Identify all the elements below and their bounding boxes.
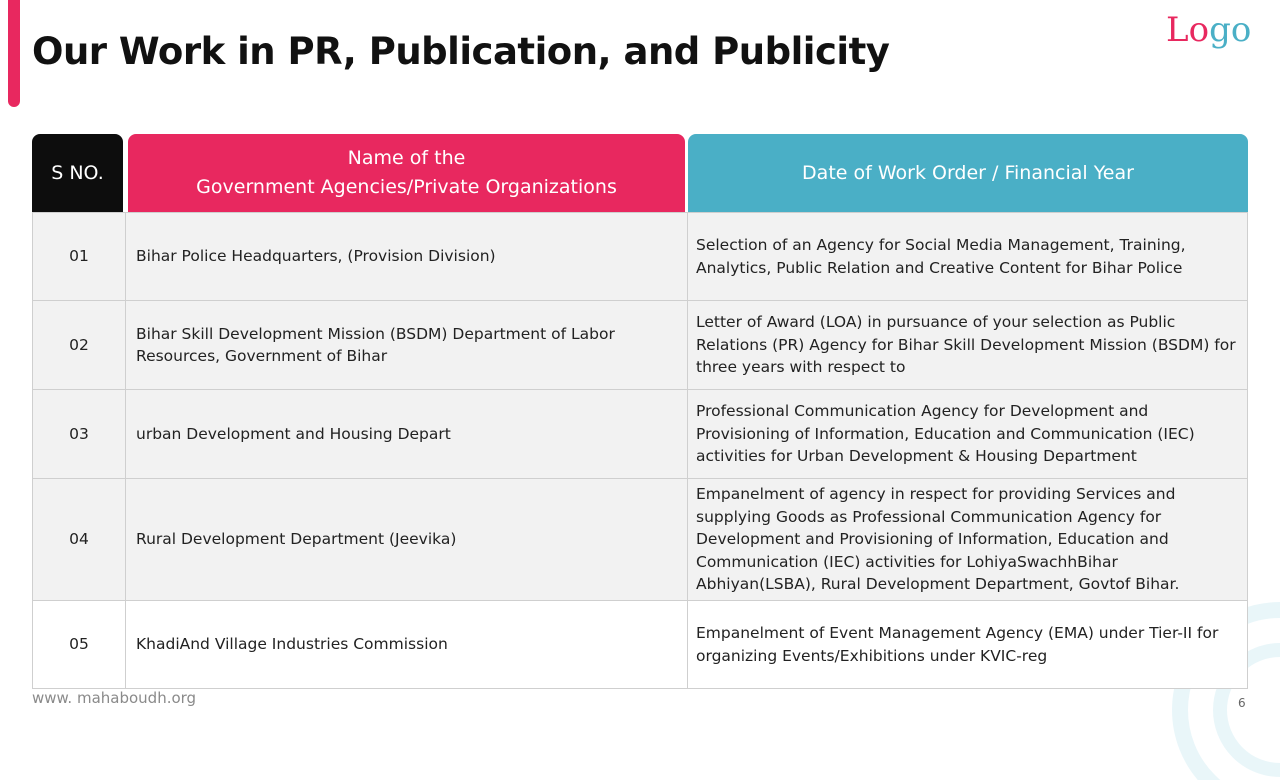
page-number: 6 — [1238, 696, 1246, 710]
row-sno: 02 — [33, 301, 126, 389]
row-agency-name: Bihar Skill Development Mission (BSDM) Department of Labor Resources, Government of Bihar — [126, 301, 688, 389]
header-work-order-date: Date of Work Order / Financial Year — [688, 134, 1248, 212]
table-row — [32, 479, 1248, 601]
table-row — [32, 390, 1248, 479]
row-sno: 03 — [33, 390, 126, 478]
table-body — [32, 212, 1248, 689]
row-work-order: Selection of an Agency for Social Media Management, Training, Analytics, Public Relation and Creative Content for Bihar Police — [696, 236, 1186, 277]
row-agency-name: Bihar Police Headquarters, (Provision Division) — [126, 213, 688, 300]
row-sno: 05 — [33, 601, 126, 688]
page-title: Our Work in PR, Publication, and Publicity — [32, 30, 890, 73]
table-row — [32, 301, 1248, 390]
logo — [1166, 10, 1251, 50]
row-sno: 01 — [33, 213, 126, 300]
row-work-order: Letter of Award (LOA) in pursuance of your selection as Public Relations (PR) Agency for Bihar Skill Development Mission (BSDM) for three years with respect to — [696, 313, 1236, 377]
header-agency-name-line2: Government Agencies/Private Organizations — [196, 176, 617, 198]
table-row — [32, 213, 1248, 301]
header-agency-name-line1: Name of the — [347, 147, 466, 169]
row-work-order: Professional Communication Agency for Development and Provisioning of Information, Education and Communication (IEC) activities for Urban Development & Housing Department — [696, 402, 1195, 466]
row-agency-name: KhadiAnd Village Industries Commission — [126, 601, 688, 688]
logo-text-part2: go — [1209, 10, 1252, 50]
row-sno: 04 — [33, 479, 126, 600]
row-agency-name: Rural Development Department (Jeevika) — [126, 479, 688, 600]
table-row — [32, 601, 1248, 689]
row-work-order: Empanelment of Event Management Agency (EMA) under Tier-II for organizing Events/Exhibitions under KVIC-reg — [696, 624, 1219, 665]
header-sno: S NO. — [32, 134, 123, 212]
logo-text-part1: Lo — [1166, 10, 1210, 50]
footer-website-link[interactable]: www. mahaboudh.org — [32, 689, 197, 707]
row-agency-name: urban Development and Housing Depart — [126, 390, 688, 478]
header-agency-name — [128, 134, 685, 212]
title-accent-bar — [8, 0, 20, 107]
row-work-order: Empanelment of agency in respect for providing Services and supplying Goods as Professional Communication Agency for Development and Provisioning of Information, Education and Communication (IEC) activities for LohiyaSwachhBihar Abhiyan(LSBA), Rural Development Department, Govtof Bihar. — [696, 485, 1180, 594]
